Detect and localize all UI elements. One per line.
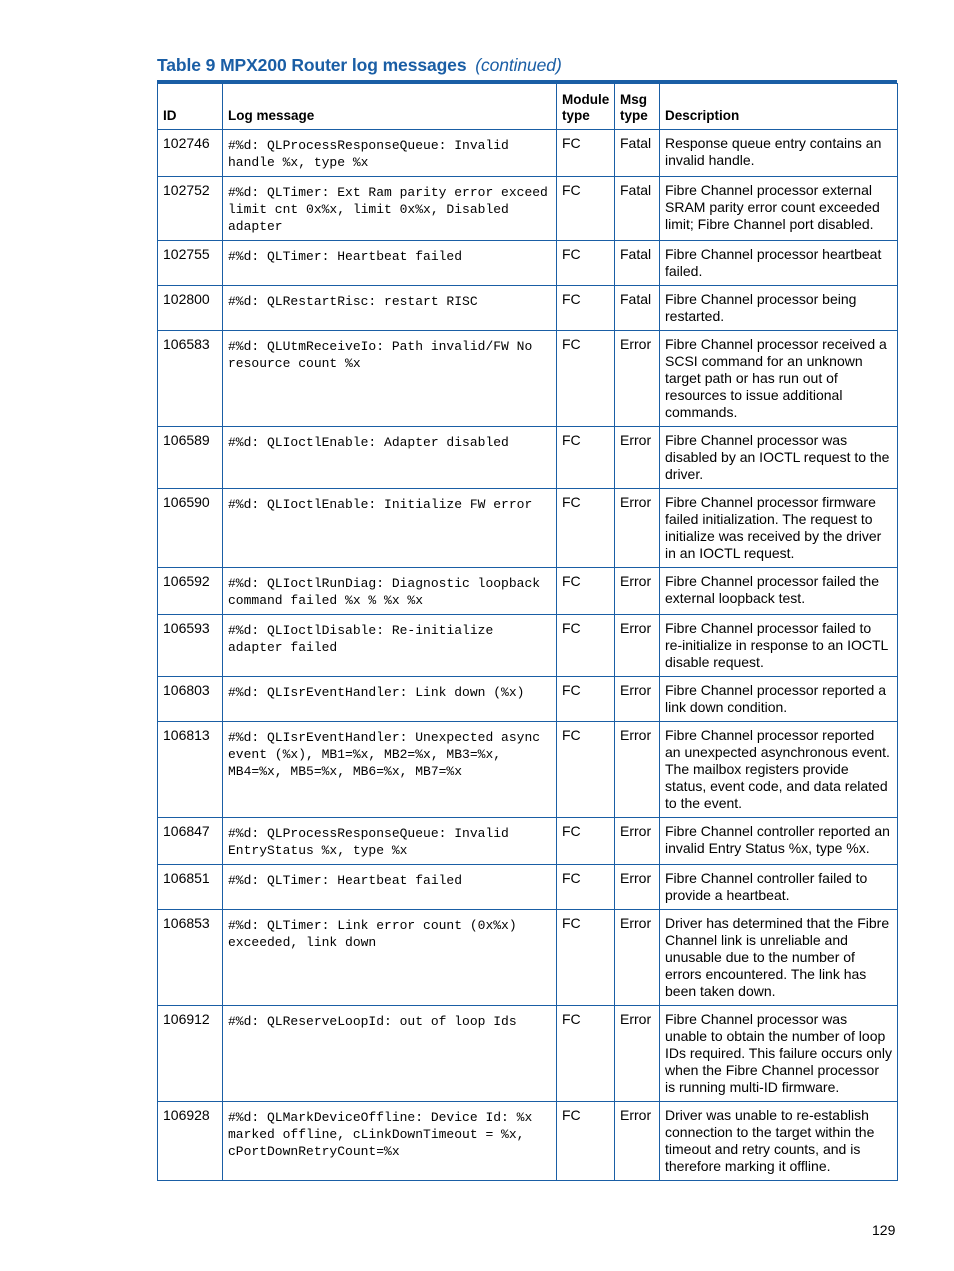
cell-msg-type: Error	[615, 489, 660, 568]
table-row	[158, 177, 898, 241]
cell-module-type: FC	[557, 615, 615, 677]
cell-msg-type: Fatal	[615, 130, 660, 177]
table-row	[158, 427, 898, 489]
table-row	[158, 910, 898, 1006]
table-row	[158, 1006, 898, 1102]
cell-module-type: FC	[557, 677, 615, 722]
cell-log-message: #%d: QLIoctlEnable: Adapter disabled	[223, 427, 557, 489]
table-row	[158, 130, 898, 177]
header-module-type: Module type	[557, 84, 615, 130]
cell-log-message: #%d: QLTimer: Ext Ram parity error exceed limit cnt 0x%x, limit 0x%x, Disabled adapter	[223, 177, 557, 241]
cell-id: 106847	[158, 818, 223, 865]
cell-module-type: FC	[557, 1102, 615, 1181]
cell-description: Fibre Channel processor reported an unexpected asynchronous event. The mailbox registers provide status, event code, and data related to the event.	[660, 722, 898, 818]
cell-id: 106928	[158, 1102, 223, 1181]
header-msg-type: Msg type	[615, 84, 660, 130]
table-row	[158, 489, 898, 568]
cell-log-message: #%d: QLIoctlRunDiag: Diagnostic loopback command failed %x % %x %x	[223, 568, 557, 615]
cell-id: 106803	[158, 677, 223, 722]
cell-module-type: FC	[557, 331, 615, 427]
cell-module-type: FC	[557, 427, 615, 489]
cell-description: Fibre Channel processor heartbeat failed.	[660, 241, 898, 286]
cell-id: 102746	[158, 130, 223, 177]
cell-log-message: #%d: QLIoctlDisable: Re-initialize adapter failed	[223, 615, 557, 677]
table-caption-title: Table 9 MPX200 Router log messages	[157, 55, 467, 75]
cell-msg-type: Fatal	[615, 286, 660, 331]
cell-msg-type: Error	[615, 568, 660, 615]
cell-module-type: FC	[557, 286, 615, 331]
cell-description: Driver has determined that the Fibre Channel link is unreliable and unusable due to the number of errors encountered. The link has been taken down.	[660, 910, 898, 1006]
log-messages-table	[157, 83, 898, 1181]
cell-id: 106592	[158, 568, 223, 615]
page-number: 129	[872, 1222, 896, 1238]
table-row	[158, 241, 898, 286]
cell-module-type: FC	[557, 568, 615, 615]
cell-description: Fibre Channel processor failed the external loopback test.	[660, 568, 898, 615]
cell-msg-type: Error	[615, 722, 660, 818]
cell-log-message: #%d: QLTimer: Link error count (0x%x) exceeded, link down	[223, 910, 557, 1006]
cell-log-message: #%d: QLProcessResponseQueue: Invalid EntryStatus %x, type %x	[223, 818, 557, 865]
cell-module-type: FC	[557, 489, 615, 568]
cell-msg-type: Error	[615, 910, 660, 1006]
cell-log-message: #%d: QLMarkDeviceOffline: Device Id: %x marked offline, cLinkDownTimeout = %x, cPortDownRetryCount=%x	[223, 1102, 557, 1181]
cell-module-type: FC	[557, 722, 615, 818]
cell-msg-type: Error	[615, 1006, 660, 1102]
table-row	[158, 286, 898, 331]
cell-msg-type: Error	[615, 615, 660, 677]
table-row	[158, 818, 898, 865]
cell-log-message: #%d: QLTimer: Heartbeat failed	[223, 241, 557, 286]
cell-module-type: FC	[557, 865, 615, 910]
cell-id: 106593	[158, 615, 223, 677]
cell-module-type: FC	[557, 818, 615, 865]
cell-description: Fibre Channel processor received a SCSI command for an unknown target path or has run out of resources to issue additional commands.	[660, 331, 898, 427]
cell-module-type: FC	[557, 910, 615, 1006]
cell-module-type: FC	[557, 241, 615, 286]
cell-description: Driver was unable to re-establish connection to the target within the timeout and retry counts, and is therefore marking it offline.	[660, 1102, 898, 1181]
header-id: ID	[158, 84, 223, 130]
cell-id: 106589	[158, 427, 223, 489]
cell-description: Response queue entry contains an invalid handle.	[660, 130, 898, 177]
cell-description: Fibre Channel processor reported a link down condition.	[660, 677, 898, 722]
table-row	[158, 722, 898, 818]
cell-log-message: #%d: QLProcessResponseQueue: Invalid handle %x, type %x	[223, 130, 557, 177]
table-row	[158, 677, 898, 722]
cell-id: 106813	[158, 722, 223, 818]
cell-description: Fibre Channel processor was unable to obtain the number of loop IDs required. This failure occurs only when the Fibre Channel processor is running multi-ID firmware.	[660, 1006, 898, 1102]
cell-description: Fibre Channel processor was disabled by an IOCTL request to the driver.	[660, 427, 898, 489]
cell-module-type: FC	[557, 1006, 615, 1102]
cell-id: 102752	[158, 177, 223, 241]
cell-msg-type: Error	[615, 818, 660, 865]
cell-id: 102800	[158, 286, 223, 331]
table-caption-continued: (continued)	[475, 55, 562, 75]
table-row	[158, 331, 898, 427]
cell-log-message: #%d: QLTimer: Heartbeat failed	[223, 865, 557, 910]
cell-log-message: #%d: QLUtmReceiveIo: Path invalid/FW No resource count %x	[223, 331, 557, 427]
cell-msg-type: Error	[615, 331, 660, 427]
cell-description: Fibre Channel processor being restarted.	[660, 286, 898, 331]
cell-id: 106590	[158, 489, 223, 568]
cell-description: Fibre Channel controller failed to provide a heartbeat.	[660, 865, 898, 910]
cell-module-type: FC	[557, 177, 615, 241]
table-row	[158, 1102, 898, 1181]
cell-msg-type: Error	[615, 1102, 660, 1181]
cell-description: Fibre Channel processor failed to re-initialize in response to an IOCTL disable request.	[660, 615, 898, 677]
cell-description: Fibre Channel controller reported an invalid Entry Status %x, type %x.	[660, 818, 898, 865]
header-log-message: Log message	[223, 84, 557, 130]
cell-id: 106912	[158, 1006, 223, 1102]
cell-log-message: #%d: QLRestartRisc: restart RISC	[223, 286, 557, 331]
cell-id: 106583	[158, 331, 223, 427]
cell-msg-type: Error	[615, 677, 660, 722]
table-row	[158, 615, 898, 677]
cell-id: 106853	[158, 910, 223, 1006]
cell-id: 102755	[158, 241, 223, 286]
cell-msg-type: Error	[615, 865, 660, 910]
cell-description: Fibre Channel processor firmware failed initialization. The request to initialize was received by the driver in an IOCTL request.	[660, 489, 898, 568]
cell-log-message: #%d: QLIsrEventHandler: Unexpected async event (%x), MB1=%x, MB2=%x, MB3=%x, MB4=%x, MB5=%x, MB6=%x, MB7=%x	[223, 722, 557, 818]
cell-msg-type: Fatal	[615, 241, 660, 286]
table-row	[158, 568, 898, 615]
cell-msg-type: Error	[615, 427, 660, 489]
table-header-row	[158, 84, 898, 130]
cell-msg-type: Fatal	[615, 177, 660, 241]
cell-description: Fibre Channel processor external SRAM parity error count exceeded limit; Fibre Channel port disabled.	[660, 177, 898, 241]
cell-log-message: #%d: QLIoctlEnable: Initialize FW error	[223, 489, 557, 568]
cell-log-message: #%d: QLReserveLoopId: out of loop Ids	[223, 1006, 557, 1102]
header-description: Description	[660, 84, 898, 130]
table-caption	[157, 55, 562, 76]
cell-module-type: FC	[557, 130, 615, 177]
cell-id: 106851	[158, 865, 223, 910]
cell-log-message: #%d: QLIsrEventHandler: Link down (%x)	[223, 677, 557, 722]
table-row	[158, 865, 898, 910]
